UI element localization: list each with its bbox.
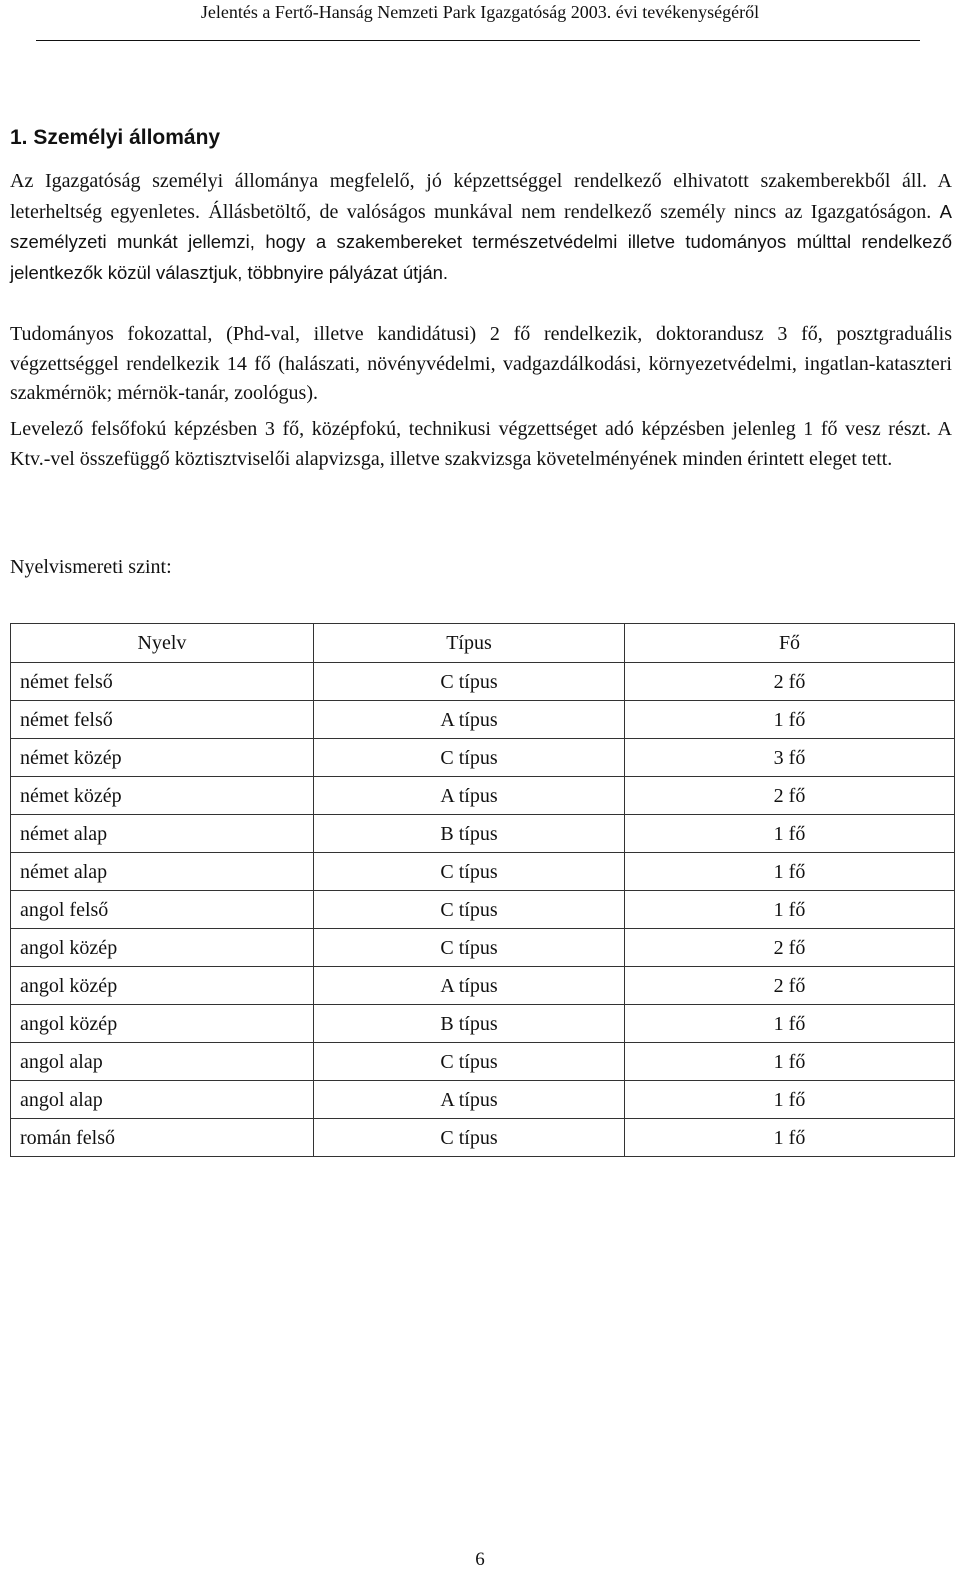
cell-language: német felső (11, 701, 314, 739)
cell-count: 1 fő (625, 701, 955, 739)
section-title: 1. Személyi állomány (10, 126, 221, 149)
table-header-row (11, 624, 955, 663)
table-row (11, 853, 955, 891)
column-header-language: Nyelv (11, 624, 314, 663)
cell-type: C típus (314, 1043, 625, 1081)
cell-language: angol közép (11, 1005, 314, 1043)
cell-type: C típus (314, 1119, 625, 1157)
cell-type: C típus (314, 891, 625, 929)
cell-type: C típus (314, 853, 625, 891)
cell-count: 3 fő (625, 739, 955, 777)
cell-type: C típus (314, 929, 625, 967)
language-level-label: Nyelvismereti szint: (10, 556, 172, 578)
table-row (11, 967, 955, 1005)
header-rule (36, 40, 920, 41)
table-row (11, 1005, 955, 1043)
cell-language: német alap (11, 815, 314, 853)
cell-count: 1 fő (625, 1081, 955, 1119)
running-header: Jelentés a Fertő-Hanság Nemzeti Park Igazgatóság 2003. évi tevékenységéről (200, 2, 760, 22)
cell-type: C típus (314, 739, 625, 777)
cell-type: B típus (314, 815, 625, 853)
cell-count: 1 fő (625, 853, 955, 891)
table-row (11, 739, 955, 777)
page-number: 6 (475, 1549, 485, 1570)
cell-count: 1 fő (625, 891, 955, 929)
paragraph-staff-overview-sans: A személyzeti munkát jellemzi, hogy a szakembereket természetvédelmi illetve tudományos múlttal rendelkező jelentkezők közül választjuk, többnyire pályázat útján. (10, 200, 953, 283)
table-row (11, 777, 955, 815)
cell-language: angol közép (11, 929, 314, 967)
cell-type: C típus (314, 663, 625, 701)
cell-language: angol felső (11, 891, 314, 929)
table-row (11, 1043, 955, 1081)
cell-type: A típus (314, 701, 625, 739)
cell-type: A típus (314, 967, 625, 1005)
table-row (11, 1081, 955, 1119)
cell-language: angol közép (11, 967, 314, 1005)
paragraph-training: Levelező felsőfokú képzésben 3 fő, középfokú, technikusi végzettséget adó képzésben jelenleg 1 fő vesz részt. A Ktv.-vel összefüggő köztisztviselői alapvizsga, illetve szakvizsga követelményének minden érintett eleget tett. (10, 418, 952, 470)
table-row (11, 663, 955, 701)
cell-language: román felső (11, 1119, 314, 1157)
cell-language: német közép (11, 739, 314, 777)
table-row (11, 701, 955, 739)
paragraph-staff-overview (10, 167, 952, 288)
paragraph-staff-overview-serif: Az Igazgatóság személyi állománya megfelelő, jó képzettséggel rendelkező elhivatott szakemberekből áll. A leterheltség egyenletes. Állásbetöltő, de valóságos munkával nem rendelkező személy nincs az Igazgatóságon. (10, 170, 952, 223)
cell-language: angol alap (11, 1081, 314, 1119)
column-header-count: Fő (625, 624, 955, 663)
cell-count: 2 fő (625, 663, 955, 701)
table-row (11, 1119, 955, 1157)
paragraph-qualifications: Tudományos fokozattal, (Phd-val, illetve kandidátusi) 2 fő rendelkezik, doktorandusz 3 fő, posztgraduális végzettséggel rendelkezik 14 fő (halászati, növényvédelmi, vadgazdálkodási, környezetvédelmi, ingatlan-kataszteri szakmérnök; mérnök-tanár, zoológus). (10, 323, 952, 404)
cell-type: B típus (314, 1005, 625, 1043)
table-row (11, 891, 955, 929)
cell-count: 1 fő (625, 1119, 955, 1157)
table-row (11, 815, 955, 853)
table-row (11, 929, 955, 967)
cell-language: német közép (11, 777, 314, 815)
cell-type: A típus (314, 777, 625, 815)
cell-count: 2 fő (625, 967, 955, 1005)
cell-language: német alap (11, 853, 314, 891)
cell-type: A típus (314, 1081, 625, 1119)
language-table (10, 623, 955, 1157)
cell-count: 1 fő (625, 815, 955, 853)
cell-language: német felső (11, 663, 314, 701)
column-header-type: Típus (314, 624, 625, 663)
cell-count: 1 fő (625, 1043, 955, 1081)
cell-count: 2 fő (625, 929, 955, 967)
cell-count: 1 fő (625, 1005, 955, 1043)
cell-count: 2 fő (625, 777, 955, 815)
cell-language: angol alap (11, 1043, 314, 1081)
